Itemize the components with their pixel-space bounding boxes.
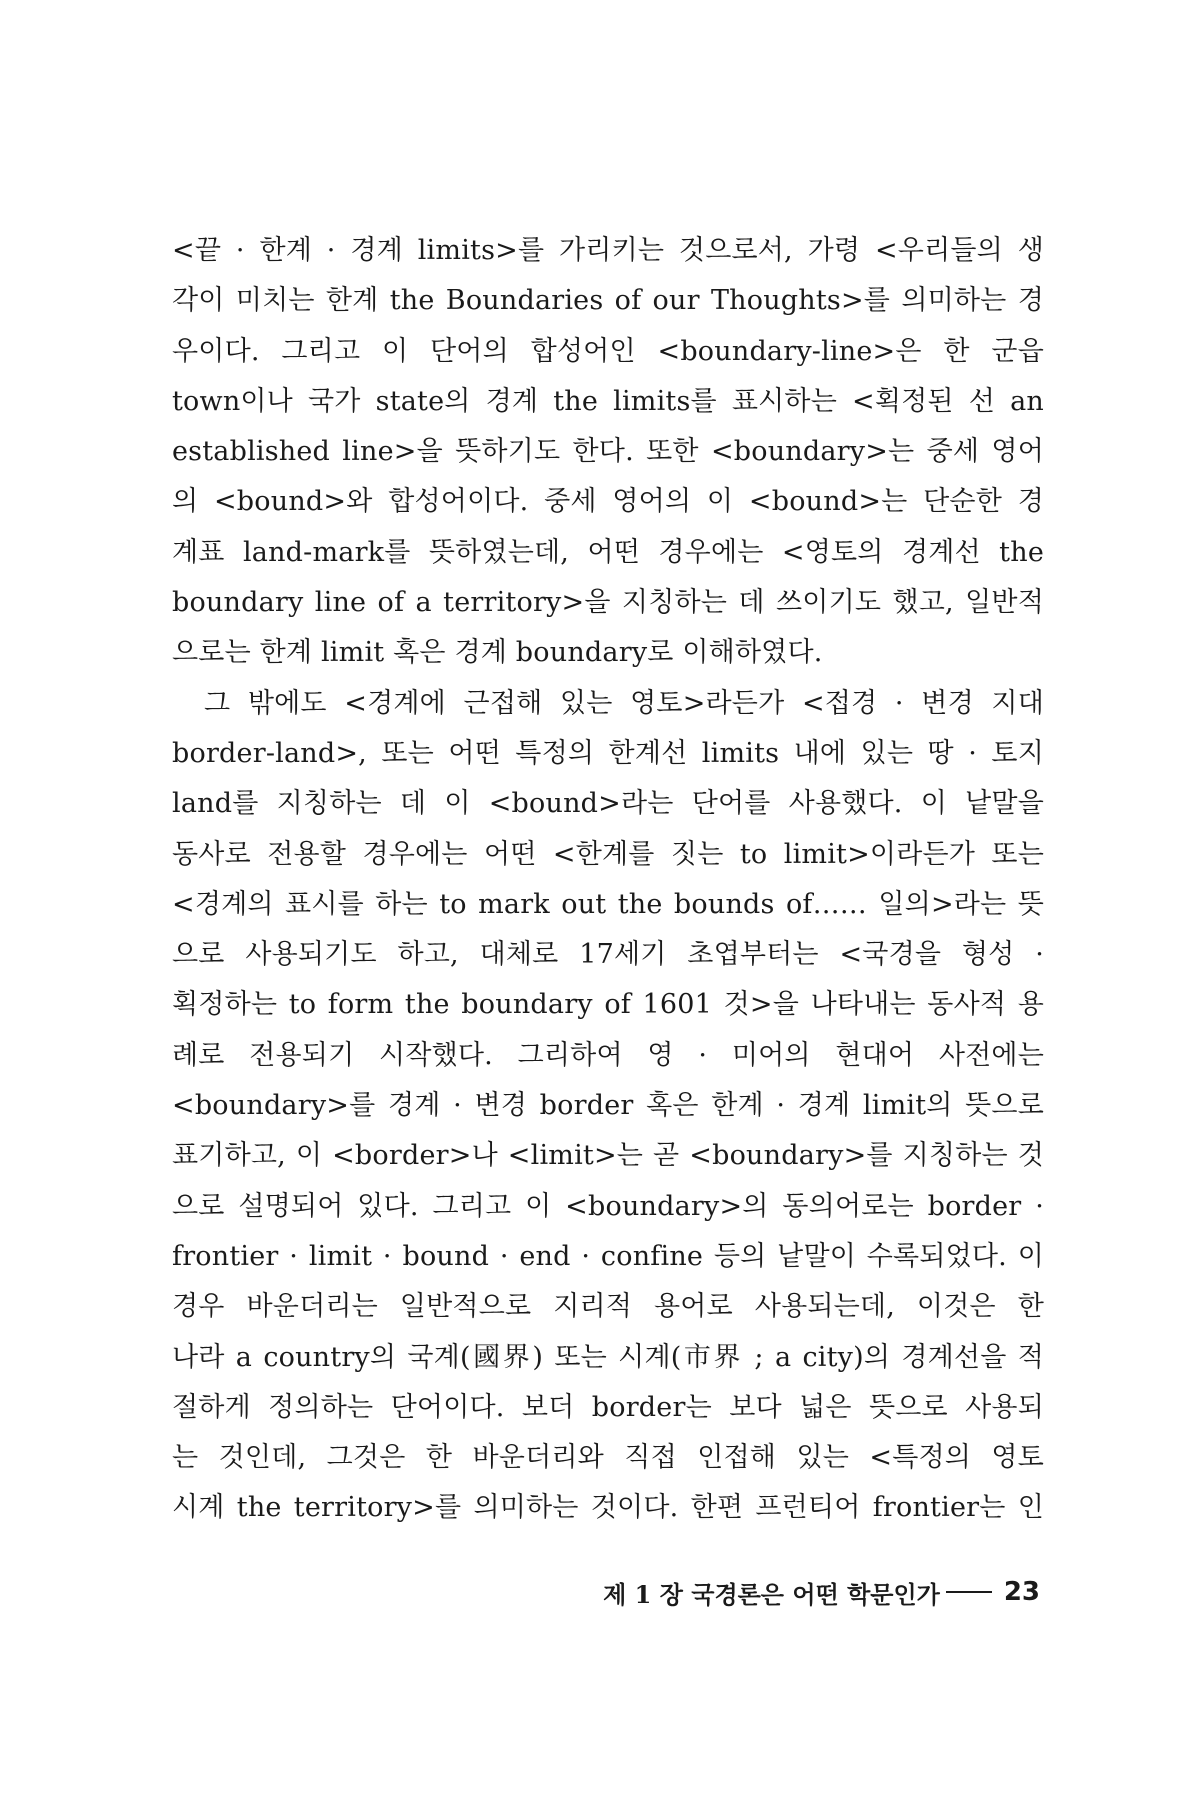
- text-line: 각이 미치는 한계 the Boundaries of our Thoughts>를 의미하는 경: [172, 285, 1044, 317]
- text-line: land를 지칭하는 데 이 <bound>라는 단어를 사용했다. 이 낱말을: [172, 788, 1044, 820]
- text-line: 의 <bound>와 합성어이다. 중세 영어의 이 <bound>는 단순한 경: [172, 486, 1044, 518]
- body-text: [172, 226, 1044, 1534]
- text-line: 으로는 한계 limit 혹은 경계 boundary로 이해하였다.: [172, 637, 823, 669]
- text-line: established line>을 뜻하기도 한다. 또한 <boundary>는 중세 영어: [172, 436, 1044, 468]
- text-line: 시계 the territory>를 의미하는 것이다. 한편 프런티어 frontier는 인: [172, 1492, 1044, 1524]
- text-line: border-land>, 또는 어떤 특정의 한계선 limits 내에 있는 땅 · 토지: [172, 737, 1044, 769]
- text-line: boundary line of a territory>을 지칭하는 데 쓰이기도 했고, 일반적: [172, 587, 1044, 619]
- page-footer: [560, 1572, 1040, 1612]
- text-line: <boundary>를 경계 · 변경 border 혹은 한계 · 경계 limit의 뜻으로: [172, 1090, 1044, 1122]
- page-number: 23: [1003, 1577, 1040, 1607]
- text-line: town이나 국가 state의 경계 the limits를 표시하는 <획정된 선 an: [172, 385, 1044, 417]
- text-line: <경계의 표시를 하는 to mark out the bounds of…… 일의>라는 뜻: [172, 888, 1044, 920]
- paragraph-start-line: 그 밖에도 <경계에 근접해 있는 영토>라든가 <접경 · 변경 지대: [204, 687, 1044, 719]
- text-line: 획정하는 to form the boundary of 1601 것>을 나타내는 동사적 용: [172, 989, 1044, 1021]
- text-line: frontier · limit · bound · end · confine 등의 낱말이 수록되었다. 이: [172, 1240, 1044, 1272]
- text-line: 표기하고, 이 <border>나 <limit>는 곧 <boundary>를 지칭하는 것: [172, 1140, 1044, 1172]
- text-line: <끝 · 한계 · 경계 limits>를 가리키는 것으로서, 가령 <우리들의 생: [172, 235, 1044, 266]
- text-line: 경우 바운더리는 일반적으로 지리적 용어로 사용되는데, 이것은 한: [172, 1291, 1044, 1323]
- text-line: 계표 land-mark를 뜻하였는데, 어떤 경우에는 <영토의 경계선 the: [172, 536, 1044, 568]
- text-line: 으로 사용되기도 하고, 대체로 17세기 초엽부터는 <국경을 형성 ·: [172, 939, 1044, 971]
- text-line: 례로 전용되기 시작했다. 그리하여 영 · 미어의 현대어 사전에는: [172, 1039, 1044, 1071]
- text-line: 절하게 정의하는 단어이다. 보더 border는 보다 넓은 뜻으로 사용되: [172, 1391, 1044, 1423]
- text-line: 으로 설명되어 있다. 그리고 이 <boundary>의 동의어로는 border ·: [172, 1190, 1044, 1222]
- text-line: 우이다. 그리고 이 단어의 합성어인 <boundary-line>은 한 군읍: [172, 335, 1044, 367]
- text-line: 는 것인데, 그것은 한 바운더리와 직접 인접해 있는 <특정의 영토: [172, 1442, 1044, 1474]
- footer-dash-rule: [946, 1591, 992, 1593]
- running-footer-chapter: 제 1 장 국경론은 어떤 학문인가: [603, 1579, 940, 1609]
- text-line: 동사로 전용할 경우에는 어떤 <한계를 짓는 to limit>이라든가 또는: [172, 838, 1044, 870]
- text-line: 나라 a country의 국계(國界) 또는 시계(市界 ; a city)의 경계선을 적: [172, 1341, 1044, 1373]
